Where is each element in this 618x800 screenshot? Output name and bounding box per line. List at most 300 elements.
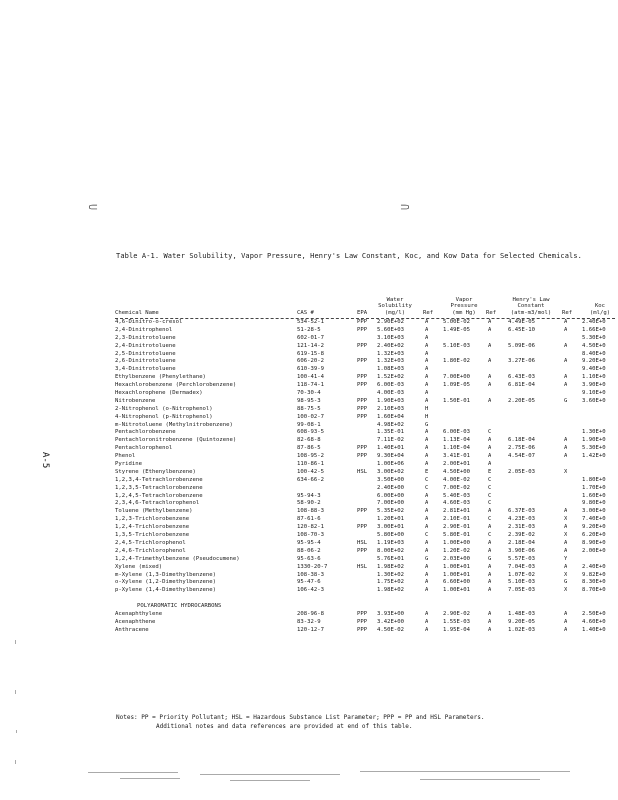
cell-name: Acenaphthylene [115, 610, 163, 617]
cell-ws: 1.60E+04 [377, 413, 404, 420]
cell-cas: 87-86-5 [297, 445, 321, 452]
cell-wr: A [425, 374, 429, 381]
cell-name: 2,3,4,6-Tetrachlorophenol [115, 500, 200, 507]
cell-cas: 120-82-1 [297, 524, 324, 531]
cell-hr: A [564, 326, 568, 333]
cell-hr: A [564, 563, 568, 570]
table-row [115, 493, 615, 501]
table-notes [116, 713, 611, 731]
cell-name: o-Xylene (1,2-Dimethylbenzene) [115, 579, 217, 586]
cell-koc: 1.80E+0 [582, 476, 606, 483]
cell-ws: 5.76E+01 [377, 555, 404, 562]
cell-epa: PPP [357, 326, 368, 333]
cell-hl: 2.39E-02 [508, 532, 535, 539]
cell-vp: 5.80E-01 [443, 532, 470, 539]
cell-epa: PPP [357, 358, 368, 365]
cell-name: m-Nitrotoluene (Methylnitrobenzene) [115, 421, 233, 428]
table-row [115, 516, 615, 524]
cell-vp: 5.40E-03 [443, 492, 470, 499]
cell-wr: C [425, 484, 429, 491]
cell-vr: A [488, 445, 492, 452]
cell-hl: 6.18E-04 [508, 437, 535, 444]
cell-ws: 7.00E+00 [377, 500, 404, 507]
header-cas: CAS # [297, 310, 314, 317]
cell-wr: A [425, 429, 429, 436]
cell-koc: 2.40E+0 [582, 319, 606, 325]
cell-koc: 1.60E+0 [582, 492, 606, 499]
cell-wr: A [425, 563, 429, 570]
cell-vr: A [488, 397, 492, 404]
cell-cas: 534-52-1 [297, 319, 324, 325]
cell-cas: 82-68-8 [297, 437, 321, 444]
cell-hl: 2.05E-03 [508, 468, 535, 475]
cell-name: Phenol [115, 453, 136, 460]
cell-ws: 1.98E+02 [377, 587, 404, 594]
table-row [115, 548, 615, 556]
cell-vr: A [488, 326, 492, 333]
cell-epa: PPP [357, 524, 368, 531]
cell-name: 4-Nitrophenol (p-Nitrophenol) [115, 413, 213, 420]
section-title: POLYAROMATIC HYDROCARBONS [137, 603, 222, 610]
table-row [115, 461, 615, 469]
cell-name: Pentachlorophenol [115, 445, 173, 452]
cell-vr: A [488, 587, 492, 594]
cell-wr: H [425, 413, 429, 420]
cell-name: Xylene (mixed) [115, 563, 163, 570]
cell-vp: 1.00E+01 [443, 563, 470, 570]
cell-koc: 3.90E+0 [582, 382, 606, 389]
cell-cas: 608-93-5 [297, 429, 324, 436]
cell-vr: A [488, 437, 492, 444]
cell-hr: A [564, 547, 568, 554]
cell-vp: 1.10E-04 [443, 445, 470, 452]
table-row [115, 406, 615, 414]
table-row [115, 453, 615, 461]
cell-koc: 1.66E+0 [582, 326, 606, 333]
cell-wr: A [425, 571, 429, 578]
cell-cas: 95-95-4 [297, 539, 321, 546]
cell-koc: 5.30E+0 [582, 334, 606, 341]
cell-vr: A [488, 319, 492, 325]
cell-koc: 8.40E+0 [582, 350, 606, 357]
cell-vp: 4.50E+00 [443, 468, 470, 475]
table-row [115, 382, 615, 390]
cell-vp: 1.00E+00 [443, 539, 470, 546]
cell-vp: 2.00E+01 [443, 461, 470, 468]
cell-ws: 6.00E-03 [377, 382, 404, 389]
cell-epa: HSL [357, 539, 368, 546]
header-ref-3: Ref [562, 310, 573, 317]
cell-wr: A [425, 342, 429, 349]
cell-wr: A [425, 453, 429, 460]
table-row [115, 319, 615, 327]
cell-hr: A [564, 342, 568, 349]
cell-hl: 5.57E-03 [508, 555, 535, 562]
cell-hl: 7.05E-03 [508, 587, 535, 594]
cell-wr: A [425, 382, 429, 389]
cell-hr: A [564, 358, 568, 365]
cell-koc: 4.50E+0 [582, 342, 606, 349]
cell-hl: 7.04E-03 [508, 563, 535, 570]
table-row [115, 627, 615, 635]
cell-name: Pentachloronitrobenzene (Quintozene) [115, 437, 237, 444]
cell-koc: 2.00E+0 [582, 547, 606, 554]
cell-name: 2,4,6-Trichlorophenol [115, 547, 186, 554]
cell-epa: PPP [357, 397, 368, 404]
cell-cas: 87-61-6 [297, 516, 321, 523]
cell-epa: PPP [357, 453, 368, 460]
cell-ws: 3.00E+01 [377, 524, 404, 531]
cell-name: 1,2,3,5-Tetrachlorobenzene [115, 484, 203, 491]
table-row [115, 477, 615, 485]
cell-vr: E [488, 468, 492, 475]
table-row [115, 374, 615, 382]
cell-vp: 1.13E-04 [443, 437, 470, 444]
cell-koc: 1.30E+0 [582, 429, 606, 436]
cell-hl: 6.81E-04 [508, 382, 535, 389]
cell-koc: 8.70E+0 [582, 587, 606, 594]
table-row [115, 335, 615, 343]
cell-vr: C [488, 516, 492, 523]
cell-cas: 602-01-7 [297, 334, 324, 341]
header-henrys-law: Henry's Law Constant (atm-m3/mol) [510, 296, 552, 317]
cell-epa: PPP [357, 626, 368, 633]
cell-name: 2-Nitrophenol (o-Nitrophenol) [115, 405, 213, 412]
cell-name: Anthracene [115, 626, 149, 633]
cell-cas: 108-70-3 [297, 532, 324, 539]
cell-epa: PPP [357, 374, 368, 381]
cell-name: 1,2,3,4-Tetrachlorobenzene [115, 476, 203, 483]
header-ref-1: Ref [423, 310, 434, 317]
cell-hr: A [564, 319, 568, 325]
page-number: A-5 [40, 452, 50, 469]
cell-wr: A [425, 500, 429, 507]
cell-ws: 8.00E+02 [377, 547, 404, 554]
table-row [115, 500, 615, 508]
cell-name: p-Xylene (1,4-Dimethylbenzene) [115, 587, 217, 594]
cell-name: Pyridine [115, 461, 142, 468]
cell-hl: 1.48E-03 [508, 610, 535, 617]
cell-hr: A [564, 524, 568, 531]
cell-vp: 1.50E-01 [443, 397, 470, 404]
cell-ws: 3.93E+00 [377, 610, 404, 617]
cell-wr: A [425, 618, 429, 625]
cell-koc: 8.90E+0 [582, 539, 606, 546]
cell-ws: 3.42E+00 [377, 618, 404, 625]
cell-koc: 3.60E+0 [582, 397, 606, 404]
cell-ws: 1.90E+03 [377, 397, 404, 404]
pah-table-body [115, 611, 615, 635]
cell-vp: 1.09E-05 [443, 382, 470, 389]
cell-ws: 1.08E+03 [377, 366, 404, 373]
table-row [115, 564, 615, 572]
cell-cas: 58-90-2 [297, 500, 321, 507]
cell-koc: 9.10E+0 [582, 390, 606, 397]
cell-ws: 1.32E+03 [377, 350, 404, 357]
cell-wr: A [425, 539, 429, 546]
cell-koc: 1.10E+0 [582, 374, 606, 381]
cell-vp: 1.00E+01 [443, 587, 470, 594]
cell-hl: 1.07E-02 [508, 571, 535, 578]
cell-ws: 1.35E-01 [377, 429, 404, 436]
table-row [115, 611, 615, 619]
cell-vr: A [488, 461, 492, 468]
cell-vp: 1.95E-04 [443, 626, 470, 633]
cell-hr: A [564, 508, 568, 515]
cell-wr: G [425, 421, 429, 428]
table-row [115, 508, 615, 516]
table-row [115, 469, 615, 477]
cell-vp: 6.60E+00 [443, 579, 470, 586]
cell-cas: 88-06-2 [297, 547, 321, 554]
cell-wr: A [425, 437, 429, 444]
cell-vp: 2.10E-01 [443, 516, 470, 523]
cell-koc: 3.00E+0 [582, 508, 606, 515]
cell-vr: A [488, 453, 492, 460]
table-header [115, 286, 615, 319]
cell-cas: 108-88-3 [297, 508, 324, 515]
cell-koc: 1.70E+0 [582, 484, 606, 491]
cell-vr: A [488, 374, 492, 381]
cell-cas: 95-47-6 [297, 579, 321, 586]
cell-cas: 619-15-8 [297, 350, 324, 357]
cell-epa: PPP [357, 413, 368, 420]
cell-vr: C [488, 500, 492, 507]
table-row [115, 390, 615, 398]
cell-koc: 9.20E+0 [582, 524, 606, 531]
cell-name: 1,2,4-Trimethylbenzene (Pseudocumene) [115, 555, 240, 562]
cell-hl: 6.45E-10 [508, 326, 535, 333]
cell-cas: 100-41-4 [297, 374, 324, 381]
cell-koc: 1.90E+0 [582, 437, 606, 444]
cell-epa: HSL [357, 468, 368, 475]
cell-cas: 95-94-3 [297, 492, 321, 499]
cell-cas: 88-75-5 [297, 405, 321, 412]
cell-hr: X [564, 468, 568, 475]
cell-hr: Y [564, 555, 568, 562]
header-epa: EPA [357, 310, 368, 317]
table-row [115, 619, 615, 627]
cell-name: 2,3-Dinitrotoluene [115, 334, 176, 341]
cell-hr: A [564, 610, 568, 617]
cell-vr: A [488, 508, 492, 515]
cell-vp: 2.81E+01 [443, 508, 470, 515]
table-row [115, 327, 615, 335]
cell-koc: 2.40E+0 [582, 563, 606, 570]
cell-ws: 7.11E-02 [377, 437, 404, 444]
header-ref-2: Ref [486, 310, 497, 317]
cell-hl: 2.75E-06 [508, 445, 535, 452]
table-row [115, 358, 615, 366]
table-row [115, 532, 615, 540]
cell-cas: 610-39-9 [297, 366, 324, 373]
cell-hr: A [564, 437, 568, 444]
cell-hr: A [564, 453, 568, 460]
cell-hr: G [564, 397, 568, 404]
cell-ws: 2.40E+02 [377, 342, 404, 349]
cell-ws: 4.50E-02 [377, 626, 404, 633]
cell-wr: A [425, 587, 429, 594]
cell-vp: 5.00E-02 [443, 319, 470, 325]
cell-koc: 9.40E+0 [582, 366, 606, 373]
cell-ws: 2.90E+02 [377, 319, 404, 325]
cell-vr: C [488, 484, 492, 491]
notes-line-2: Additional notes and data references are provided at end of this table. [156, 723, 413, 730]
cell-hr: G [564, 579, 568, 586]
cell-vr: A [488, 571, 492, 578]
cell-wr: A [425, 524, 429, 531]
cell-wr: H [425, 405, 429, 412]
cell-epa: PPP [357, 618, 368, 625]
header-chemical-name: Chemical Name [115, 310, 159, 317]
cell-wr: A [425, 358, 429, 365]
cell-hl: 9.20E-05 [508, 618, 535, 625]
cell-epa: PPP [357, 610, 368, 617]
cell-vr: C [488, 429, 492, 436]
cell-hl: 2.31E-03 [508, 524, 535, 531]
cell-name: Hexachlorobenzene (Perchlorobenzene) [115, 382, 237, 389]
cell-vp: 1.20E-02 [443, 547, 470, 554]
cell-wr: A [425, 626, 429, 633]
cell-epa: PPP [357, 445, 368, 452]
cell-hr: X [564, 571, 568, 578]
cell-ws: 5.80E+00 [377, 532, 404, 539]
cell-cas: 121-14-2 [297, 342, 324, 349]
cell-name: 4,6-Dinitro-o-cresol [115, 319, 183, 325]
cell-ws: 1.75E+02 [377, 579, 404, 586]
cell-ws: 1.00E+06 [377, 461, 404, 468]
scan-mark-left: ⸦ [86, 200, 100, 216]
cell-epa: PPP [357, 508, 368, 515]
cell-ws: 4.98E+02 [377, 421, 404, 428]
cell-wr: C [425, 532, 429, 539]
cell-vr: A [488, 610, 492, 617]
cell-vp: 1.55E-03 [443, 618, 470, 625]
cell-vp: 3.41E-01 [443, 453, 470, 460]
cell-name: Ethylbenzene (Phenylethane) [115, 374, 206, 381]
cell-vp: 4.60E-03 [443, 500, 470, 507]
notes-line-1: Notes: PP = Priority Pollutant; HSL = Hazardous Substance List Parameter; PPP = PP and HSL Parameters. [116, 714, 485, 721]
cell-koc: 8.30E+0 [582, 579, 606, 586]
cell-vp: 2.90E-01 [443, 524, 470, 531]
cell-name: Hexachlorophene (Dermadex) [115, 390, 203, 397]
cell-wr: G [425, 555, 429, 562]
cell-vr: A [488, 579, 492, 586]
cell-name: Acenaphthene [115, 618, 156, 625]
cell-hr: A [564, 618, 568, 625]
table-row [115, 398, 615, 406]
cell-ws: 1.98E+02 [377, 563, 404, 570]
cell-epa: PPP [357, 382, 368, 389]
cell-cas: 1330-20-7 [297, 563, 328, 570]
cell-koc: 9.82E+0 [582, 571, 606, 578]
cell-name: 2,4,5-Trichlorophenol [115, 539, 186, 546]
table-row [115, 540, 615, 548]
cell-vp: 5.10E-03 [443, 342, 470, 349]
cell-wr: A [425, 610, 429, 617]
cell-hl: 6.37E-03 [508, 508, 535, 515]
table-row [115, 343, 615, 351]
cell-epa: HSL [357, 563, 368, 570]
cell-wr: A [425, 461, 429, 468]
table-row [115, 437, 615, 445]
cell-ws: 1.19E+03 [377, 539, 404, 546]
cell-koc: 9.20E+0 [582, 358, 606, 365]
cell-wr: A [425, 579, 429, 586]
header-koc: Koc (ml/g) [589, 303, 611, 317]
cell-vr: A [488, 547, 492, 554]
cell-vp: 1.80E-02 [443, 358, 470, 365]
cell-cas: 634-66-2 [297, 476, 324, 483]
cell-vp: 7.00E-02 [443, 484, 470, 491]
cell-cas: 606-20-2 [297, 358, 324, 365]
cell-epa: PPP [357, 547, 368, 554]
cell-cas: 100-02-7 [297, 413, 324, 420]
cell-cas: 106-42-3 [297, 587, 324, 594]
cell-hl: 3.90E-06 [508, 547, 535, 554]
cell-vr: C [488, 532, 492, 539]
cell-name: Nitrobenzene [115, 397, 156, 404]
cell-hr: X [564, 516, 568, 523]
table-row [115, 556, 615, 564]
cell-wr: A [425, 445, 429, 452]
cell-hl: 4.54E-07 [508, 453, 535, 460]
cell-wr: C [425, 476, 429, 483]
cell-wr: A [425, 350, 429, 357]
cell-wr: A [425, 319, 429, 325]
cell-name: Styrene (Ethenylbenzene) [115, 468, 196, 475]
cell-koc: 2.50E+0 [582, 610, 606, 617]
table-row [115, 572, 615, 580]
cell-hr: X [564, 532, 568, 539]
cell-wr: A [425, 390, 429, 397]
cell-hl: 5.09E-06 [508, 342, 535, 349]
cell-ws: 5.35E+02 [377, 508, 404, 515]
cell-vr: A [488, 382, 492, 389]
cell-ws: 3.50E+00 [377, 476, 404, 483]
cell-cas: 99-08-1 [297, 421, 321, 428]
cell-ws: 3.10E+03 [377, 334, 404, 341]
cell-wr: A [425, 547, 429, 554]
table-row [115, 445, 615, 453]
cell-cas: 120-12-7 [297, 626, 324, 633]
cell-wr: E [425, 468, 429, 475]
cell-ws: 6.00E+00 [377, 492, 404, 499]
cell-ws: 2.10E+03 [377, 405, 404, 412]
cell-ws: 1.20E+01 [377, 516, 404, 523]
cell-name: 1,2,3-Trichlorobenzene [115, 516, 190, 523]
cell-name: 2,4-Dinitrophenol [115, 326, 173, 333]
cell-hl: 1.02E-03 [508, 626, 535, 633]
cell-koc: 1.40E+0 [582, 626, 606, 633]
table-body [115, 319, 615, 595]
cell-name: Pentachlorobenzene [115, 429, 176, 436]
cell-ws: 2.40E+00 [377, 484, 404, 491]
table-row [115, 579, 615, 587]
cell-hl: 3.27E-06 [508, 358, 535, 365]
cell-wr: A [425, 508, 429, 515]
cell-koc: 9.80E+0 [582, 500, 606, 507]
cell-vr: A [488, 342, 492, 349]
cell-vr: A [488, 524, 492, 531]
header-water-solubility: Water Solubility (mg/l) [378, 296, 412, 317]
cell-vr: A [488, 539, 492, 546]
table-row [115, 351, 615, 359]
cell-hl: 4.49E-05 [508, 319, 535, 325]
cell-hl: 5.10E-03 [508, 579, 535, 586]
cell-ws: 1.32E+03 [377, 358, 404, 365]
cell-vp: 7.00E+00 [443, 374, 470, 381]
